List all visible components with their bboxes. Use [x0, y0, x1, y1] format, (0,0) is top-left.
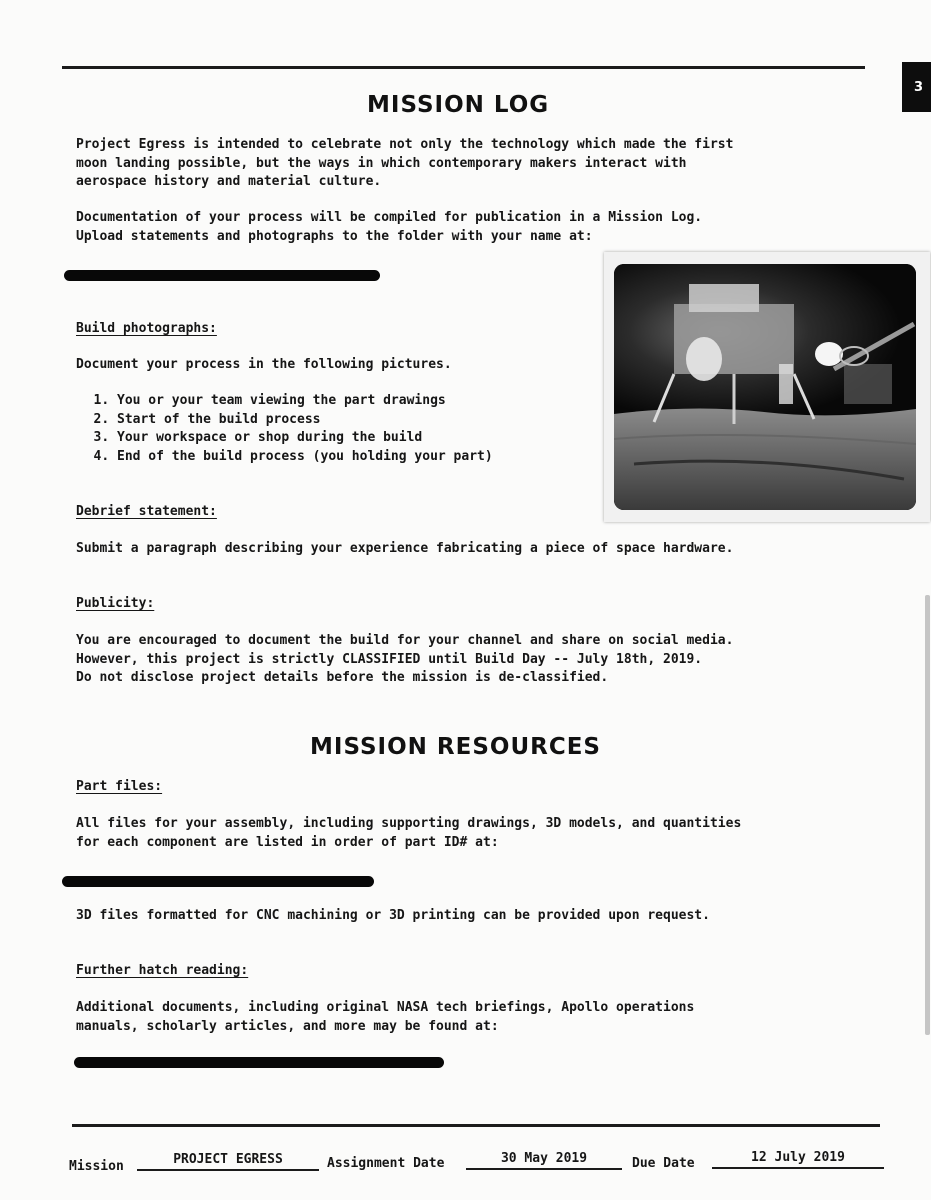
top-rule [62, 66, 865, 69]
list-item: 2. Start of the build process [117, 411, 493, 430]
bottom-rule [72, 1124, 880, 1127]
list-item: 3. Your workspace or shop during the build [117, 429, 493, 448]
page-number: 3 [913, 79, 924, 95]
part-files-text: All files for your assembly, including supporting drawings, 3D models, and quantities for each component are listed in order of part ID# at: [76, 816, 742, 850]
moon-landing-photo [604, 252, 930, 522]
due-date-value: 12 July 2019 [712, 1150, 884, 1169]
photo-checklist [76, 392, 493, 466]
mission-label: Mission [69, 1159, 124, 1174]
further-reading-heading: Further hatch reading: [76, 963, 249, 978]
list-item: 4. End of the build process (you holding your part) [117, 448, 493, 467]
publicity-heading: Publicity: [76, 596, 155, 611]
build-photographs-heading: Build photographs: [76, 321, 217, 336]
page-number-tab [902, 62, 931, 112]
photo-image [614, 264, 916, 510]
publicity-text: You are encouraged to document the build for your channel and share on social media. However, this project is strictly CLASSIFIED until Build Day -- July 18th, 2019. Do not disclose project details before the mission is de-classified. [76, 633, 734, 685]
build-photographs-text: Document your process in the following pictures. [76, 357, 452, 372]
debrief-heading: Debrief statement: [76, 504, 217, 519]
mission-resources-title: MISSION RESOURCES [310, 734, 601, 760]
part-files-note: 3D files formatted for CNC machining or 3D printing can be provided upon request. [76, 908, 710, 923]
further-reading-text: Additional documents, including original NASA tech briefings, Apollo operations manuals, scholarly articles, and more may be found at: [76, 1000, 695, 1034]
mission-log-title: MISSION LOG [367, 92, 550, 118]
intro-paragraph: Project Egress is intended to celebrate not only the technology which made the first moon landing possible, but the ways in which contemporary makers interact with aerospace history and material culture. [76, 137, 734, 189]
lunar-module-illustration [614, 264, 916, 510]
scroll-indicator [925, 595, 930, 1035]
redacted-part-files-link [62, 876, 374, 887]
debrief-text: Submit a paragraph describing your experience fabricating a piece of space hardware. [76, 541, 734, 556]
mission-value: PROJECT EGRESS [137, 1152, 319, 1171]
due-date-label: Due Date [632, 1156, 695, 1171]
redacted-folder-link [64, 270, 380, 281]
list-item: 1. You or your team viewing the part drawings [117, 392, 493, 411]
redacted-reading-link [74, 1057, 444, 1068]
documentation-paragraph: Documentation of your process will be compiled for publication in a Mission Log. Upload statements and photographs to the folder with your name at: [76, 210, 703, 244]
assignment-date-label: Assignment Date [327, 1156, 445, 1171]
assignment-date-value: 30 May 2019 [466, 1151, 622, 1170]
part-files-heading: Part files: [76, 779, 163, 794]
